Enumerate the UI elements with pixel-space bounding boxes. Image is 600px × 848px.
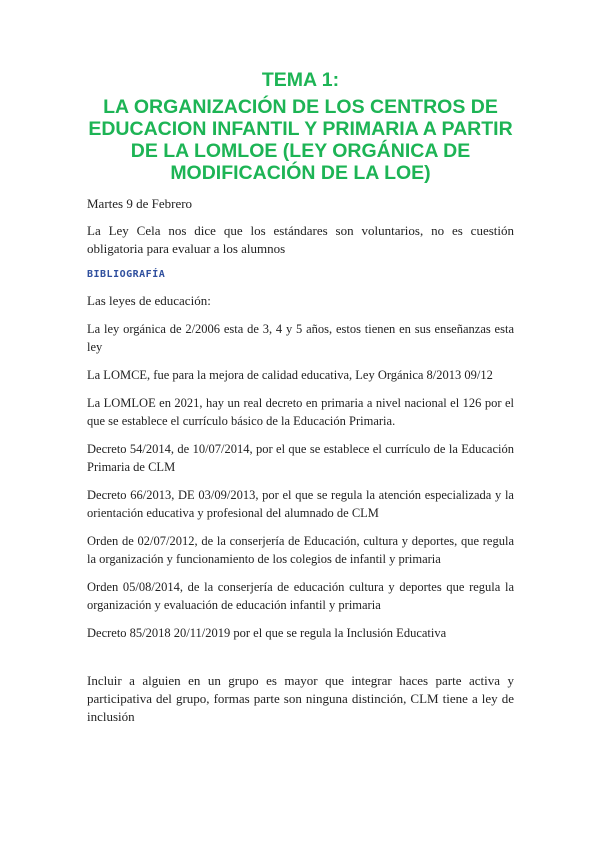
- law-item: La ley orgánica de 2/2006 esta de 3, 4 y 5 años, estos tienen en sus enseñanzas esta ley: [87, 322, 514, 354]
- intro-paragraph: La Ley Cela nos dice que los estándares son voluntarios, no es cuestión obligatoria para evaluar a los alumnos: [87, 223, 514, 256]
- bibliography-label: BIBLIOGRAFÍA: [87, 269, 166, 280]
- document-title: LA ORGANIZACIÓN DE LOS CENTROS DE EDUCACION INFANTIL Y PRIMARIA A PARTIR DE LA LOMLOE (LEY ORGÁNICA DE MODIFICACIÓN DE LA LOE): [88, 96, 513, 184]
- law-item: Decreto 66/2013, DE 03/09/2013, por el que se regula la atención especializada y la orientación educativa y profesional del alumnado de CLM: [87, 488, 514, 520]
- law-item: Orden de 02/07/2012, de la conserjería de Educación, cultura y deportes, que regula la organización y funcionamiento de los colegios de infantil y primaria: [87, 534, 514, 566]
- law-item: La LOMCE, fue para la mejora de calidad educativa, Ley Orgánica 8/2013 09/12: [87, 368, 493, 382]
- law-item: La LOMLOE en 2021, hay un real decreto en primaria a nivel nacional el 126 por el que se establece el currículo básico de la Educación Primaria.: [87, 396, 514, 428]
- law-item: Decreto 85/2018 20/11/2019 por el que se regula la Inclusión Educativa: [87, 626, 447, 640]
- law-item: Decreto 54/2014, de 10/07/2014, por el que se establece el currículo de la Educación Primaria de CLM: [87, 442, 514, 474]
- spacer: [87, 642, 514, 662]
- document-page: [87, 0, 514, 726]
- closing-paragraph: Incluir a alguien en un grupo es mayor que integrar haces parte activa y participativa del grupo, formas parte son ninguna distinción, CLM tiene a ley de inclusión: [87, 673, 514, 724]
- date-line: Martes 9 de Febrero: [87, 196, 193, 211]
- topic-heading: TEMA 1:: [261, 69, 340, 91]
- laws-intro: Las leyes de educación:: [87, 293, 211, 308]
- law-item: Orden 05/08/2014, de la conserjería de educación cultura y deportes que regula la organización y evaluación de educación infantil y primaria: [87, 580, 514, 612]
